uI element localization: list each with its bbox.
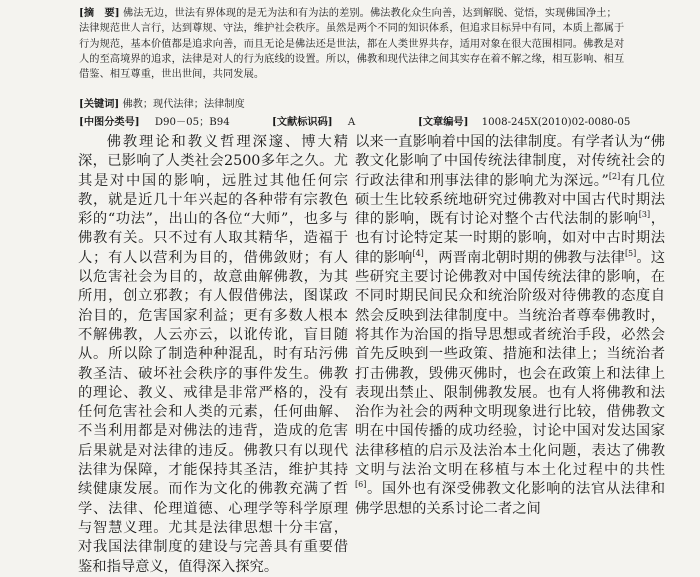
doc-code-value: A xyxy=(347,117,356,128)
body-paragraph: 佛教理论和教义哲理深邃、博大精深，已影响了人类社会2500多年之久。尤其是对中国的影响，远胜过其他任何宗教，就是近几十年兴起的各种带有宗教色彩的“功法”，出山的各位“大师”，也多与佛教有关。只不过有人取其精华，造福于人；有人以营利为目的，借佛敛财；有人以危害社会为目的，故意曲解佛教，为其所用，创立邪教；有人假借佛法，图谋政治目的，危害国家利益；更有多数人根本不解佛教，人云亦云，以讹传讹，盲目随从。所以除了制造种种混乱，时有玷污佛教圣洁、破坏社会秩序的事件发生。佛教的理论、教义、戒律是非常严格的，没有任何危害社会和人类的元素，任何曲解、不当利用都是对佛法的违背，造成的危害后果就是对法律的违反。佛教只有以现代法律为保障，才能保持其圣洁，维护其持续健康发展。而作为文化的佛教充满了哲学、法律、伦理道德、心理学等科学原理与智慧义理。尤其是法律思想十分丰富，对我国法律制度的建设与完善具有重要借鉴和指导意义，值得深入探究。 xyxy=(78,134,348,575)
text-segment: ，也有讨论特定某一时期的影响，如对中古时期法律的影响 xyxy=(355,211,666,266)
text-segment: 。这些研究主要讨论佛教对中国传统法律的影响，在不同时期民间民众和统治阶级对待佛教的态度自然会反映到法律制度中。当统治者尊奉佛教时，将其作为治国的指导思想或者统治手段，必然会首先反映到一些政策、措施和法律上；当统治者打击佛教，毁佛灭佛时，也会在政策上和法律上表现出禁止、限制佛教发展。也有人将佛教和法治作为社会的两种文明现象进行比较，借佛教文明在中国传播的成功经验，讨论中国对发达国家法律移植的启示及法治本土化问题，表达了佛教文明与法治文明在移植与本土化过程中的共性 xyxy=(355,249,666,479)
text-segment: 。国外也有深受佛教文化影响的法官从法律和佛学思想的关系讨论二者之间 xyxy=(355,481,665,517)
text-segment: 以来一直影响着中国的法律制度。有学者认为“佛教文化影响了中国传统法律制度，对传统社会的行政法律和刑事法律的影响尤为深远。” xyxy=(355,134,665,189)
article-number-value: 1008-245X(2010)02-0080-05 xyxy=(481,117,631,128)
doc-code-label: [文献标识码] xyxy=(272,116,333,128)
text-segment: 有几位硕士生比较系统地研究过佛教对中国古代时期法律的影响，既有讨论对整个古代法制的影响 xyxy=(355,172,665,228)
keywords xyxy=(79,95,245,110)
left-column xyxy=(78,133,348,577)
citation-ref: [6] xyxy=(355,480,367,490)
article-number-label: [文章编号] xyxy=(418,116,469,128)
classification-label: [中图分类号] xyxy=(79,116,140,128)
classification xyxy=(79,113,230,128)
keywords-label: [关键词] xyxy=(79,98,120,110)
abstract-text: 佛法无边，世法有界体现的是无为法和有为法的差别。佛法教化众生向善，达到解脱、觉悟，实现佛国净土；法律规范世人言行，达到尊规、守法，维护社会秩序。虽然是两个不同的知识体系，但追求目标异中有同，本质上都属于行为规范，基本价值都是追求向善，而且无论是佛法还是世法，都在人类世界共存，适用对象在很大范围相同。佛教是对人的至高境界的追求，法律是对人的行为底线的设置。所以，佛教和现代法律之间其实存在着不解之缘，相互影响、相互借鉴、相互尊重，世出世间，共同发展。 xyxy=(79,8,625,81)
citation-ref: [4] xyxy=(412,249,424,259)
abstract xyxy=(79,6,627,82)
classification-value: D90－05；B94 xyxy=(154,117,230,128)
keywords-text: 佛教；现代法律；法律制度 xyxy=(122,99,245,110)
right-column xyxy=(355,133,665,519)
article-number xyxy=(418,113,630,128)
body-paragraph-continued xyxy=(355,133,665,519)
doc-code xyxy=(272,113,355,128)
citation-ref: [5] xyxy=(624,249,637,259)
text-segment: ，两晋南北朝时期的佛教与法律 xyxy=(423,249,625,266)
citation-ref: [2] xyxy=(608,171,621,181)
citation-ref: [3] xyxy=(638,210,651,220)
abstract-label: [摘 要] xyxy=(79,7,120,19)
